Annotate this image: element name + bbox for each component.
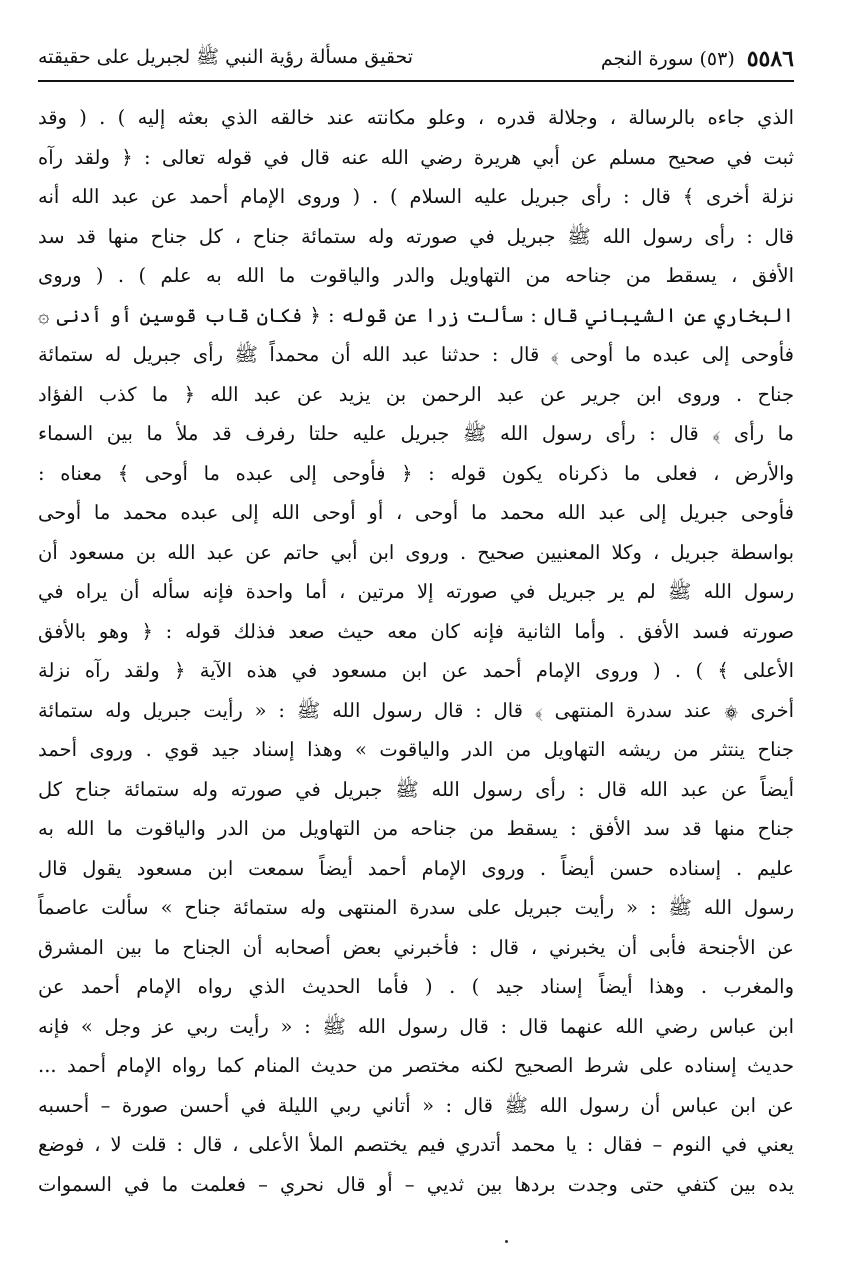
page-footer-dot bbox=[505, 1240, 508, 1243]
text-line: أيضاً عن عبد الله قال : رأى رسول الله ﷺ جبريل في صورته وله ستمائة جناح كل bbox=[38, 777, 794, 801]
text-line: ثبت في صحيح مسلم عن أبي هريرة رضي الله عنه قال في قوله تعالى : ﴿ ولقد رآه bbox=[38, 145, 794, 169]
header-divider bbox=[38, 80, 794, 82]
text-line: ابن عباس رضي الله عنهما قال : قال رسول الله ﷺ : « رأيت ربي عز وجل » فإنه bbox=[38, 1014, 794, 1038]
text-line: أخرى ۞ عند سدرة المنتهى ﴾ قال : قال رسول الله ﷺ : « رأيت جبريل وله ستمائة bbox=[38, 698, 794, 722]
text-line: رسول الله ﷺ : « رأيت جبريل على سدرة المنتهى وله ستمائة جناح » سألت عاصماً bbox=[38, 896, 794, 919]
page-body bbox=[38, 98, 794, 1204]
text-line: فأوحى جبريل إلى عبد الله محمد ما أوحى ، أو أوحى الله إلى عبده محمد ما أوحى bbox=[38, 501, 794, 524]
text-line: فأوحى إلى عبده ما أوحى ﴾ قال : حدثنا عبد الله أن محمداً ﷺ رأى جبريل له ستمائة bbox=[38, 343, 794, 366]
text-line: والمغرب . وهذا أيضاً إسناد جيد ) . ( فأما الحديث الذي رواه الإمام أحمد عن bbox=[38, 975, 794, 998]
text-line: صورته فسد الأفق . وأما الثانية فإنه كان معه حيث صعد فذلك قوله : ﴿ وهو بالأفق bbox=[38, 619, 794, 643]
text-line: الذي جاءه بالرسالة ، وجلالة قدره ، وعلو مكانته عند خالقه الذي بعثه إليه ) . ( وقد bbox=[38, 106, 794, 129]
page-number: ٥٥٨٦ bbox=[746, 46, 794, 72]
surah-reference: (٥٣) سورة النجم bbox=[600, 48, 735, 70]
text-line: البخاري عن الشيباني قال : سألت زرا عن قوله : ﴿ فكان قاب قوسين أو أدنى ۞ bbox=[38, 303, 794, 327]
text-line: عن ابن عباس أن رسول الله ﷺ قال : « أتاني ربي الليلة في أحسن صورة – أحسبه bbox=[38, 1093, 794, 1117]
text-line: والأرض ، فعلى ما ذكرناه يكون قوله : ﴿ فأوحى إلى عبده ما أوحى ﴾ معناه : bbox=[38, 461, 794, 485]
text-line: الأعلى ﴾ ) . ( وروى الإمام أحمد عن ابن مسعود في هذه الآية ﴿ ولقد رآه نزلة bbox=[38, 659, 794, 682]
text-line: جناح ينتثر من ريشه التهاويل من الدر والياقوت » وهذا إسناد جيد قوي . وروى أحمد bbox=[38, 738, 794, 761]
page-header bbox=[38, 40, 794, 78]
header-right-group bbox=[601, 46, 794, 72]
text-line: عن الأجنحة فأبى أن يخبرني ، قال : فأخبرني بعض أصحابه أن الجناح ما بين المشرق bbox=[38, 935, 794, 959]
text-line: جناح . وروى ابن جرير عن عبد الرحمن بن يزيد عن عبد الله ﴿ ما كذب الفؤاد bbox=[38, 382, 794, 406]
text-line: قال : رأى رسول الله ﷺ جبريل في صورته وله ستمائة جناح ، كل جناح منها قد سد bbox=[38, 224, 794, 248]
text-line: جناح منها قد سد الأفق : يسقط من جناحه من التهاويل من الدر والياقوت ما الله به bbox=[38, 817, 794, 840]
text-line: عليم . إسناده حسن أيضاً . وروى الإمام أحمد أيضاً سمعت ابن مسعود يقول قال bbox=[38, 856, 794, 880]
text-line: رسول الله ﷺ لم ير جبريل في صورته إلا مرتين ، أما واحدة فإنه سأله أن يراه في bbox=[38, 580, 794, 603]
text-line: يده بين كتفي حتى وجدت بردها بين ثديي – أو قال نحري – فعلمت ما في السموات bbox=[38, 1172, 794, 1196]
text-line: الأفق ، يسقط من جناحه من التهاويل والدر والياقوت ما الله به علم ) . ( وروى bbox=[38, 264, 794, 287]
text-line: بواسطة جبريل ، وكلا المعنيين صحيح . وروى ابن أبي حاتم عن عبد الله بن مسعود أن bbox=[38, 540, 794, 564]
text-line: نزلة أخرى ﴾ قال : رأى جبريل عليه السلام ) . ( وروى الإمام أحمد عن عبد الله أنه bbox=[38, 185, 794, 208]
text-line: يعني في النوم – فقال : يا محمد أتدري فيم يختصم الملأ الأعلى ، قال : قلت لا ، فوضع bbox=[38, 1133, 794, 1156]
running-title: تحقيق مسألة رؤية النبي ﷺ لجبريل على حقيقته bbox=[38, 46, 414, 68]
text-line: حديث إسناده على شرط الصحيح لكنه مختصر من حديث المنام كما رواه الإمام أحمد ... bbox=[38, 1054, 794, 1077]
text-line: ما رأى ﴾ قال : رأى رسول الله ﷺ جبريل عليه حلتا رفرف قد ملأ ما بين السماء bbox=[38, 422, 794, 445]
